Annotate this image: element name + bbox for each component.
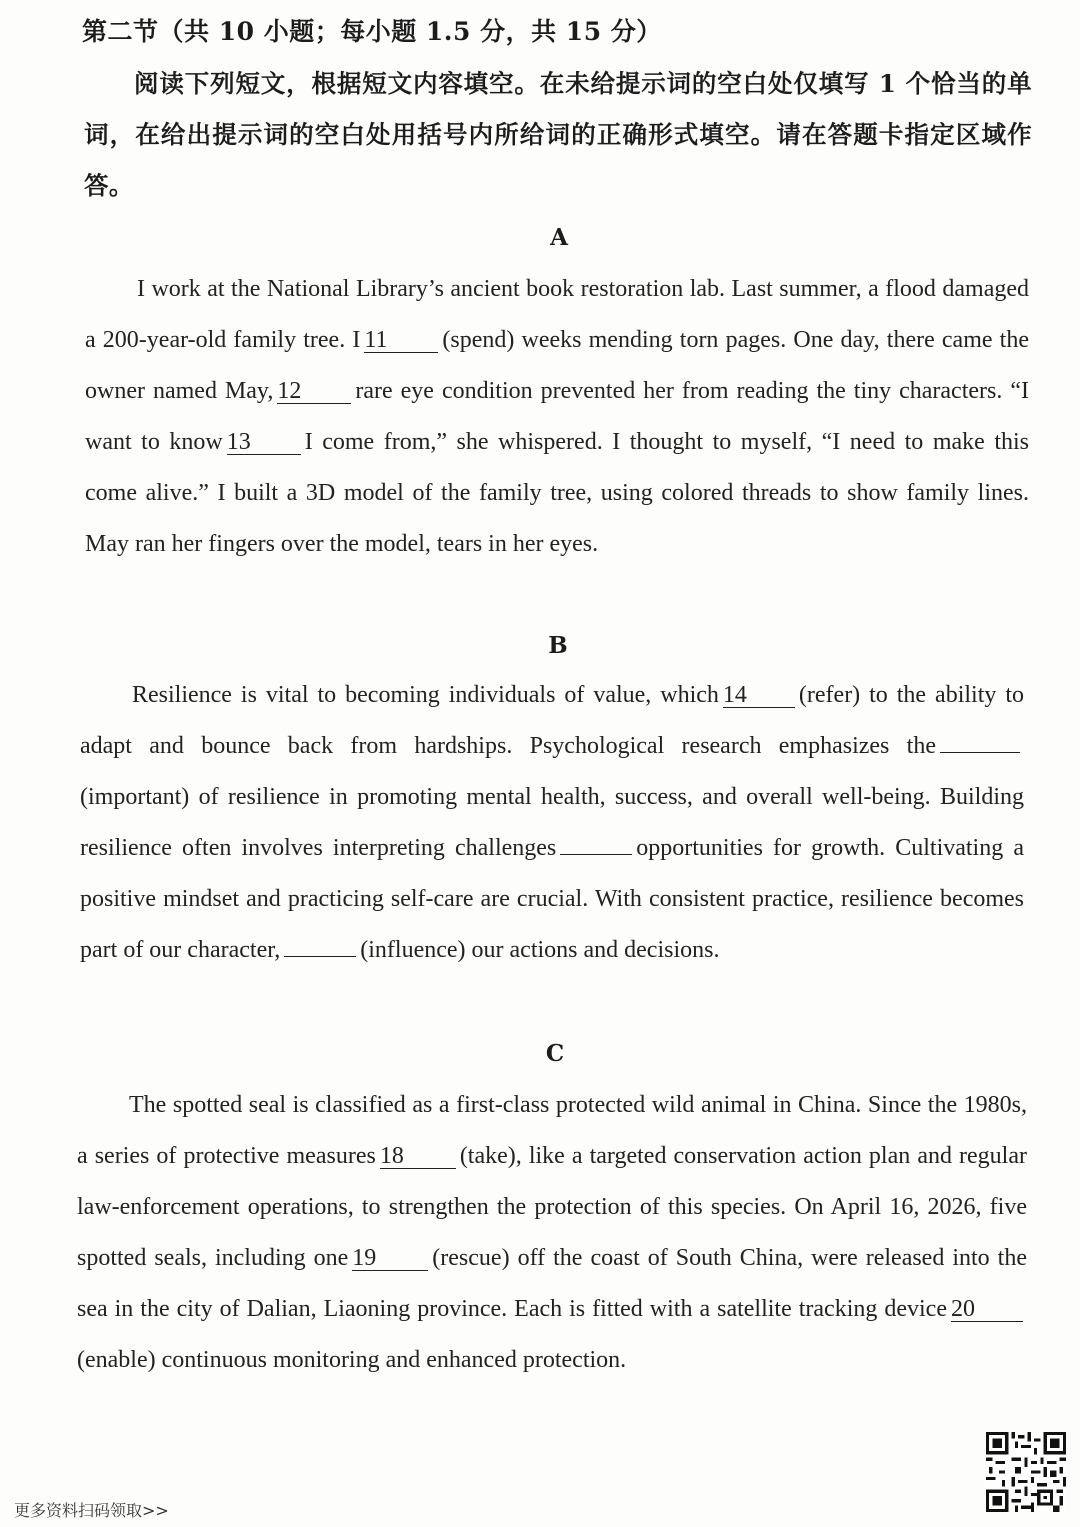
passage-b: [80, 670, 1024, 976]
blank-12[interactable]: 12: [277, 379, 351, 404]
passage-b-text-1: Resilience is vital to becoming individuals of value, which: [132, 682, 719, 708]
passage-a-heading: A: [550, 224, 568, 251]
footer-link[interactable]: 更多资料扫码领取>>: [14, 1501, 169, 1520]
passage-c-text-4: (enable) continuous monitoring and enhanced protection.: [77, 1347, 627, 1373]
blank-11[interactable]: 11: [364, 328, 438, 353]
passage-c-text-1: The spotted seal is classified as a first-class protected wild animal in China. Since the 1980s, a series of protective measures: [77, 1092, 1027, 1169]
passage-c-heading: C: [545, 1040, 565, 1067]
blank-15[interactable]: [940, 728, 1020, 753]
passage-b-text-3: (important) of resilience in promoting mental health, success, and overall well-being. Building resilience often involves interpreting challenges: [80, 784, 1024, 861]
instructions: 阅读下列短文，根据短文内容填空。在未给提示词的空白处仅填写 1 个恰当的单词，在给出提示词的空白处用括号内所给词的正确形式填空。请在答题卡指定区域作答。: [84, 69, 1032, 200]
blank-20[interactable]: 20: [951, 1297, 1023, 1322]
passage-b-heading: B: [548, 632, 568, 659]
qr-code-icon[interactable]: [986, 1432, 1066, 1512]
passage-b-text-5: (influence) our actions and decisions.: [360, 937, 720, 963]
blank-16[interactable]: [560, 830, 632, 855]
passage-a-text-1: I work at the National Library’s ancient book restoration lab. Last summer, a flood damaged a 200-year-old family tree. I: [85, 276, 1029, 353]
blank-19[interactable]: 19: [352, 1246, 428, 1271]
passage-a-text-4: I come from,” she whispered. I thought to myself, “I need to make this come alive.” I built a 3D model of the family tree, using colored threads to show family lines. May ran her fingers over the model, tears in her eyes.: [85, 429, 1029, 557]
passage-b-text-2: (refer) to the ability to adapt and bounce back from hardships. Psychological research emphasizes the: [80, 682, 1024, 759]
blank-17[interactable]: [284, 932, 356, 957]
passage-c-text-3: (rescue) off the coast of South China, were released into the sea in the city of Dalian, Liaoning province. Each is fitted with a satellite tracking device: [77, 1245, 1027, 1322]
passage-c: [77, 1080, 1027, 1386]
section-title: 第二节（共 10 小题；每小题 1.5 分，共 15 分）: [82, 17, 662, 46]
passage-b-text-4: opportunities for growth. Cultivating a positive mindset and practicing self-care are crucial. With consistent practice, resilience becomes part of our character,: [80, 835, 1024, 963]
passage-c-text-2: (take), like a targeted conservation action plan and regular law-enforcement operations, to strengthen the protection of this species. On April 16, 2026, five spotted seals, including one: [77, 1143, 1027, 1271]
blank-14[interactable]: 14: [723, 683, 795, 708]
passage-a-text-3: rare eye condition prevented her from reading the tiny characters. “I want to know: [85, 378, 1029, 455]
passage-a-text-2: (spend) weeks mending torn pages. One day, there came the owner named May,: [85, 327, 1029, 404]
blank-18[interactable]: 18: [380, 1144, 456, 1169]
passage-a: [85, 264, 1029, 570]
blank-13[interactable]: 13: [227, 430, 301, 455]
